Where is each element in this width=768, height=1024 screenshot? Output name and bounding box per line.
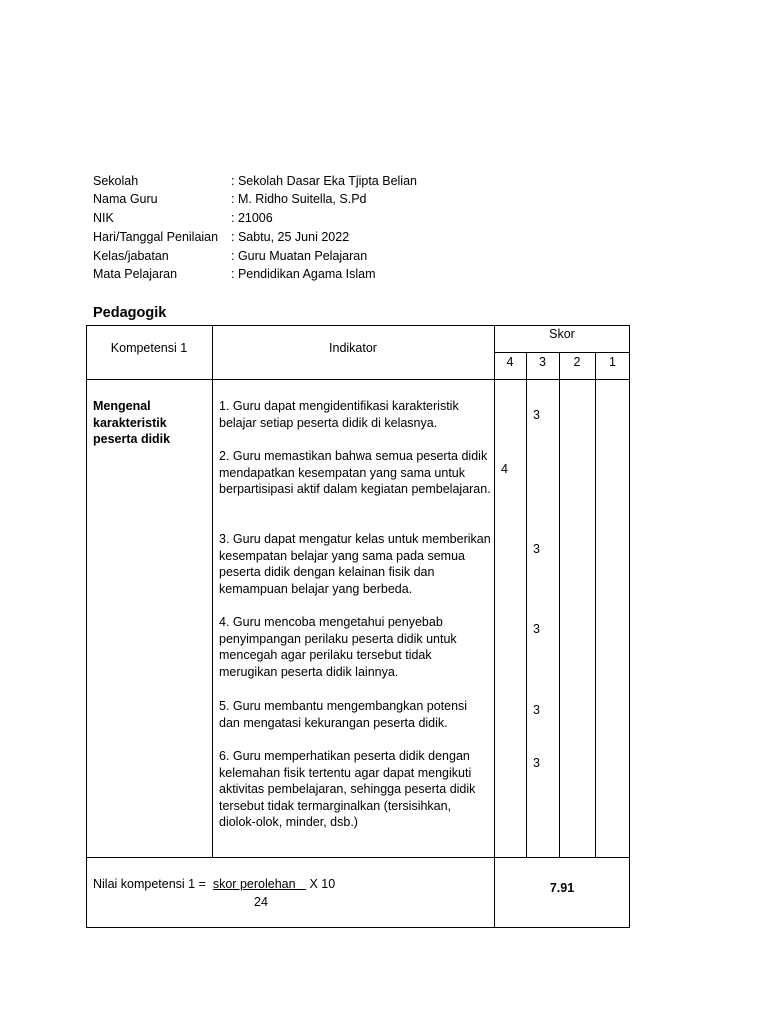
- info-label-mapel: Mata Pelajaran: [93, 267, 178, 281]
- indicator-2: 2. Guru memastikan bahwa semua peserta didik mendapatkan kesempatan yang sama untuk berpartisipasi aktif dalam kegiatan pembelajaran.: [219, 449, 491, 496]
- indicator-3: 3. Guru dapat mengatur kelas untuk memberikan kesempatan belajar yang sama pada semua peserta didik dengan kelainan fisik dan kemampuan belajar yang berbeda.: [219, 532, 491, 596]
- header-skor: Skor: [549, 327, 575, 341]
- table-divider-skor-header: [494, 352, 630, 353]
- info-value-kelas: : Guru Muatan Pelajaran: [231, 249, 368, 263]
- table-divider-header: [86, 379, 630, 380]
- score-indicator-2: 4: [501, 462, 508, 476]
- header-kompetensi: Kompetensi 1: [110, 341, 188, 355]
- header-indikator: Indikator: [329, 341, 377, 355]
- skor-level-2: 2: [573, 355, 581, 369]
- skor-level-4: 4: [506, 355, 514, 369]
- info-value-nik: : 21006: [231, 211, 273, 225]
- score-indicator-5: 3: [533, 703, 540, 717]
- score-indicator-1: 3: [533, 408, 540, 422]
- info-value-nama-guru: : M. Ridho Suitella, S.Pd: [231, 192, 367, 206]
- table-divider-skor-3: [559, 352, 560, 858]
- info-value-sekolah: : Sekolah Dasar Eka Tjipta Belian: [231, 174, 417, 188]
- table-divider-kompetensi: [212, 325, 213, 858]
- table-divider-footer: [86, 857, 630, 858]
- skor-level-1: 1: [609, 355, 616, 369]
- table-divider-skor-4: [526, 352, 527, 858]
- formula-prefix: Nilai kompetensi 1 =: [93, 877, 206, 891]
- indicator-6: 6. Guru memperhatikan peserta didik dengan kelemahan fisik tertentu agar dapat mengikuti aktivitas pembelajaran, sehingga peserta didik tersebut tidak termarginalkan (tersisihkan, diolok-olok, minder, dsb.): [219, 749, 476, 829]
- formula-denominator: 24: [254, 895, 268, 909]
- score-indicator-4: 3: [533, 622, 540, 636]
- indicator-5: 5. Guru membantu mengembangkan potensi dan mengatasi kekurangan peserta didik.: [219, 699, 468, 730]
- info-label-sekolah: Sekolah: [93, 174, 139, 188]
- info-label-tanggal: Hari/Tanggal Penilaian: [93, 230, 219, 244]
- table-divider-indikator: [494, 325, 495, 928]
- info-value-mapel: : Pendidikan Agama Islam: [231, 267, 376, 281]
- score-indicator-3: 3: [533, 542, 540, 556]
- skor-level-3: 3: [539, 355, 546, 369]
- formula-multiplier: X 10: [309, 877, 336, 891]
- score-indicator-6: 3: [533, 756, 540, 770]
- formula-numerator: skor perolehan: [212, 877, 296, 891]
- kompetensi-name: Mengenal karakteristik peserta didik: [93, 399, 171, 446]
- indicator-1: 1. Guru dapat mengidentifikasi karakteristik belajar setiap peserta didik di kelasnya.: [219, 399, 459, 430]
- info-label-nama-guru: Nama Guru: [93, 192, 158, 206]
- formula-label: [93, 877, 335, 891]
- table-divider-skor-2: [595, 352, 596, 858]
- info-label-kelas: Kelas/jabatan: [93, 249, 169, 263]
- info-label-nik: NIK: [93, 211, 114, 225]
- info-value-tanggal: : Sabtu, 25 Juni 2022: [231, 230, 350, 244]
- indicator-4: 4. Guru mencoba mengetahui penyebab penyimpangan perilaku peserta didik untuk mencegah agar perilaku tersebut tidak merugikan peserta didik lainnya.: [219, 615, 457, 679]
- section-title: Pedagogik: [93, 305, 167, 321]
- result-value: 7.91: [549, 881, 575, 895]
